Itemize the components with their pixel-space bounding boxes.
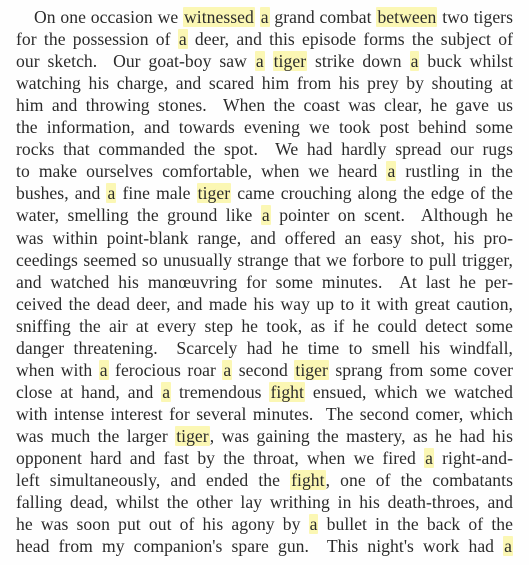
text-run: ceedings seemed so unusually strange that we forbore to pull trigger, [16,249,513,270]
text-run: , one of the combatants [325,470,513,491]
text-run: close at hand, and [16,381,162,402]
text-run: strike down [307,51,410,72]
text-run: , was gaining the mastery, as he had his [209,425,513,446]
text-run: was much the larger [16,425,176,446]
text-run: rustling in the [396,161,513,182]
highlighted-word: a [410,51,419,72]
text-run: water, smelling the ground like [16,205,261,226]
highlighted-word: a [162,381,171,402]
text-run: and watched his manœuvring for some minutes. At last he per- [16,271,513,292]
highlighted-word: a [309,514,318,535]
text-run: grand combat [269,7,377,27]
text-run: right-and- [433,448,513,468]
highlighted-word: tiger [273,51,307,72]
highlighted-word: fight [270,381,304,402]
text-run: sniffing the air at every step he took, as if he could detect some [16,315,513,336]
text-run: pointer on scent. Although he [270,205,513,226]
highlighted-word: a [425,448,433,468]
highlighted-word: fight [291,470,325,491]
highlighted-word: a [107,183,116,204]
highlighted-word: tiger [197,183,231,204]
highlighted-word: a [178,29,187,50]
text-run: falling dead, whilst the other lay writhing in his death-throes, and [16,492,513,513]
text-run [255,7,260,27]
text-run: for the possession of [16,29,178,50]
highlighted-word: a [261,205,270,226]
text-run: sprang from some cover [328,359,513,380]
highlighted-word: witnessed [184,7,254,27]
text-run: to make ourselves comfortable, when we heard [16,161,387,182]
text-run: danger threatening. Scarcely had he time to smell his windfall, [16,337,513,358]
highlighted-word: tiger [295,359,328,380]
text-run: deer, and this episode forms the subject of [187,29,513,50]
text-run: our sketch. Our goat-boy saw [16,51,255,72]
text-run: with intense interest for several minutes. The second comer, which [16,403,513,424]
highlighted-word: a [223,359,232,380]
text-run: bushes, and [16,183,107,204]
text-run: buck whilst [419,51,514,72]
text-run: second [232,359,295,380]
highlighted-word: a [99,359,108,380]
text-run: On one occasion we [34,7,184,27]
text-line [16,533,513,559]
highlighted-word: between [377,7,437,27]
text-run: watching his charge, and scared him from his prey by shouting at [16,73,513,94]
text-run: he was soon put out of his agony by [16,514,309,535]
text-run: when with [16,359,99,380]
text-run: tremendous [171,381,270,402]
text-run: two tigers [437,7,513,27]
text-run: came crouching along the edge of the [231,183,513,204]
text-run: opponent hard and fast by the throat, when we fired [16,448,425,468]
text-run: head from my companion's spare gun. This night's work had [16,536,504,557]
text-run: rocks that commanded the spot. We had hardly spread our rugs [16,139,513,160]
highlighted-word: a [260,7,269,27]
highlighted-word: a [387,161,396,182]
highlighted-word: a [255,51,264,72]
text-run: was within point-blank range, and offered an easy shot, his pro- [16,227,513,248]
text-run: left simultaneously, and ended the [16,470,291,491]
text-run: ferocious roar [108,359,223,380]
highlighted-word: tiger [176,425,209,446]
text-run: bullet in the back of the [318,514,513,535]
text-run: the information, and towards evening we took post behind some [16,117,513,138]
text-run [265,51,273,71]
text-run: him and throwing stones. When the coast was clear, he gave us [16,95,513,116]
text-run: ensued, which we watched [304,381,513,402]
text-run: ceived the dead deer, and made his way up to it with great caution, [16,293,513,314]
text-run: fine male [116,183,197,204]
highlighted-word: a [504,536,512,557]
